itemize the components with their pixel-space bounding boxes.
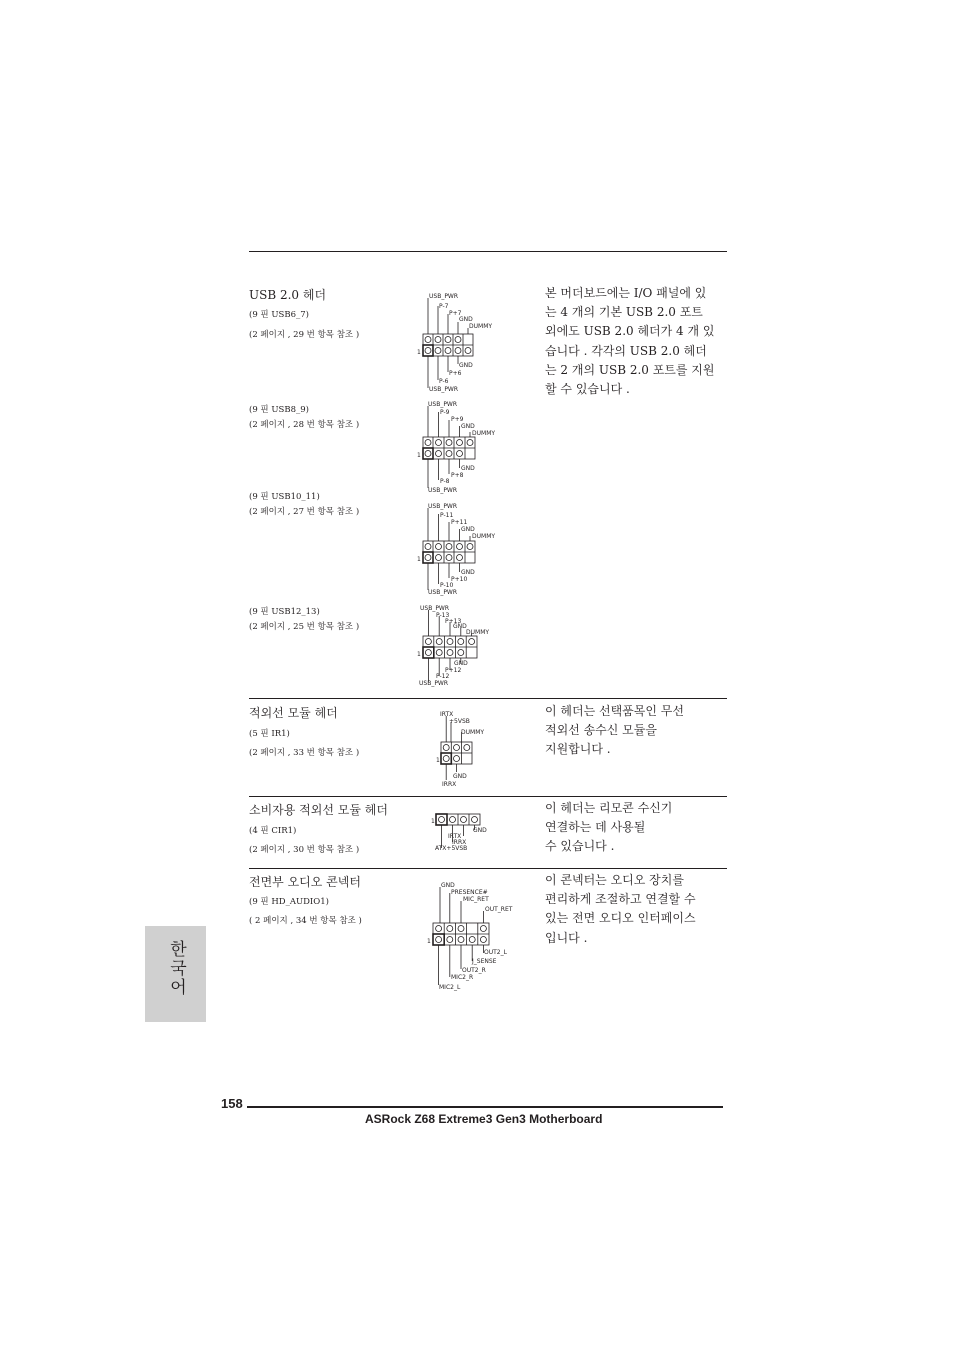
usb-header-2-pin: (9 핀 USB8_9) <box>249 405 309 415</box>
usb-header-4-pin: (9 핀 USB12_13) <box>249 607 320 617</box>
hd-audio1-label-out2-r: OUT2_R <box>462 967 486 974</box>
usb8-9-pinout-diagram <box>415 398 505 496</box>
audio-description-line: 있는 전면 오디오 인터페이스 <box>545 911 696 926</box>
section-divider <box>249 796 727 797</box>
ir-description <box>545 702 684 760</box>
usb12-13-pin1-marker: 1 <box>417 651 421 658</box>
audio-header-title: 전면부 오디오 콘넥터 <box>249 875 361 889</box>
usb-header-2-ref: (2 페이지 , 28 번 항목 참조 ) <box>249 420 360 430</box>
page-number: 158 <box>221 1096 243 1111</box>
audio-description-line: 입니다 . <box>545 930 588 945</box>
hd-audio1-label-out-ret: OUT_RET <box>485 906 513 913</box>
cir1-label-irtx: IRTX <box>448 833 462 840</box>
audio-description <box>545 871 696 948</box>
cir-description-line: 수 있습니다 . <box>545 839 615 854</box>
usb12-13-label-usb-pwr: USB_PWR <box>420 605 450 612</box>
ir1-pinout-diagram <box>435 708 505 790</box>
section-divider <box>249 698 727 699</box>
ir1-label-irtx: IRTX <box>440 711 454 718</box>
usb6-7-label-p+7: P+7 <box>449 310 462 317</box>
usb10-11-label-gnd: GND <box>461 526 475 533</box>
footer-title: ASRock Z68 Extreme3 Gen3 Motherboard <box>365 1112 603 1126</box>
top-rule <box>249 251 727 252</box>
cir1-pin1-marker: 1 <box>431 818 435 825</box>
usb-header-4-ref: (2 페이지 , 25 번 항목 참조 ) <box>249 622 360 632</box>
usb6-7-pin1-marker: 1 <box>417 349 421 356</box>
usb10-11-label-p+10: P+10 <box>451 576 468 583</box>
usb10-11-pinout-diagram <box>415 500 505 598</box>
usb8-9-label-dummy: DUMMY <box>472 430 496 437</box>
footer-rule <box>247 1106 723 1108</box>
ir1-label-5vsb: +5VSB <box>449 718 470 725</box>
usb12-13-pinout-diagram <box>415 602 505 690</box>
cir-header-pin: (4 핀 CIR1) <box>249 826 297 836</box>
ir-header-ref: (2 페이지 , 33 번 항목 참조 ) <box>249 748 360 758</box>
usb-header-3-pin: (9 핀 USB10_11) <box>249 492 320 502</box>
ir1-label-gnd: GND <box>453 773 467 780</box>
hd-audio1-label-j-sense: J_SENSE <box>472 958 497 965</box>
audio-description-line: 이 콘넥터는 오디오 장치를 <box>545 873 684 887</box>
cir-header-ref: (2 페이지 , 30 번 항목 참조 ) <box>249 845 360 855</box>
usb12-13-label-p+13: P+13 <box>445 618 462 625</box>
usb8-9-label-p-9: P-9 <box>440 409 450 416</box>
audio-header-ref: ( 2 페이지 , 34 번 항목 참조 ) <box>249 916 362 926</box>
usb10-11-label-dummy: DUMMY <box>472 533 496 540</box>
usb8-9-label-gnd: GND <box>461 423 475 430</box>
language-side-tab-label: 한국어 <box>166 940 186 997</box>
usb6-7-label-dummy: DUMMY <box>469 323 493 330</box>
usb8-9-label-p+9: P+9 <box>451 416 464 423</box>
usb-description-line: 본 머더보드에는 I/O 패널에 있 <box>545 286 707 300</box>
cir1-label-irrx: IRRX <box>452 839 467 846</box>
ir1-label-dummy: DUMMY <box>461 729 485 736</box>
usb10-11-label-gnd-bottom: GND <box>461 569 475 576</box>
usb-header-3-ref: (2 페이지 , 27 번 항목 참조 ) <box>249 507 360 517</box>
hd-audio1-pin1-marker: 1 <box>427 938 431 945</box>
usb-description-line: 할 수 있습니다 . <box>545 382 630 397</box>
hd-audio1-label-mic-ret: MIC_RET <box>463 896 489 903</box>
usb-description-line: 는 2 개의 USB 2.0 포트를 지원 <box>545 362 715 377</box>
usb6-7-label-gnd-bottom: GND <box>459 362 473 369</box>
hd-audio1-label-gnd: GND <box>441 882 455 889</box>
usb-description <box>545 284 715 399</box>
hd-audio1-label-mic2-l: MIC2_L <box>439 984 461 991</box>
usb6-7-label-usb-pwr-bottom: USB_PWR <box>429 386 459 393</box>
usb12-13-label-p-12: P-12 <box>436 673 450 680</box>
usb8-9-label-usb-pwr: USB_PWR <box>428 401 458 408</box>
usb8-9-label-gnd-bottom: GND <box>461 465 475 472</box>
usb8-9-label-usb-pwr-bottom: USB_PWR <box>428 487 458 494</box>
ir-header-pin: (5 핀 IR1) <box>249 729 290 739</box>
usb8-9-label-p-8: P-8 <box>440 478 450 485</box>
usb12-13-label-gnd-bottom: GND <box>454 660 468 667</box>
cir-description-line: 연결하는 데 사용될 <box>545 820 646 835</box>
ir1-label-irrx: IRRX <box>442 781 457 788</box>
audio-description-line: 편리하게 조절하고 연결할 수 <box>545 892 696 907</box>
ir-description-line: 지원합니다 . <box>545 742 611 757</box>
cir-header-title: 소비자용 적외선 모듈 헤더 <box>249 803 388 817</box>
cir1-label-gnd: GND <box>473 827 487 834</box>
usb10-11-pin1-marker: 1 <box>417 556 421 563</box>
usb12-13-label-gnd: GND <box>453 623 467 630</box>
usb-description-line: 는 4 개의 기본 USB 2.0 포트 <box>545 305 703 320</box>
hd-audio1-label-mic2-r: MIC2_R <box>451 974 474 981</box>
ir-description-line: 적외선 송수신 모듈을 <box>545 723 657 738</box>
usb6-7-pinout-diagram <box>415 290 505 395</box>
usb12-13-label-p+12: P+12 <box>445 667 462 674</box>
usb6-7-label-p-7: P-7 <box>439 303 449 310</box>
hd-audio1-pinout-diagram <box>425 877 525 992</box>
usb12-13-label-dummy: DUMMY <box>466 629 490 636</box>
usb6-7-label-p-6: P-6 <box>439 378 449 385</box>
usb12-13-label-p-13: P-13 <box>436 612 450 619</box>
section-divider <box>249 868 727 869</box>
usb6-7-label-p+6: P+6 <box>449 370 462 377</box>
audio-header-pin: (9 핀 HD_AUDIO1) <box>249 897 329 907</box>
usb-header-1-ref: (2 페이지 , 29 번 항목 참조 ) <box>249 330 360 340</box>
hd-audio1-label-presence: PRESENCE# <box>451 889 488 896</box>
usb-header-1-pin: (9 핀 USB6_7) <box>249 310 309 320</box>
cir-description <box>545 799 672 857</box>
usb10-11-label-p-10: P-10 <box>440 582 454 589</box>
cir1-label-atx5vsb: ATX+5VSB <box>435 845 468 852</box>
ir-header-title: 적외선 모듈 헤더 <box>249 706 338 720</box>
usb10-11-label-usb-pwr: USB_PWR <box>428 503 458 510</box>
usb10-11-label-usb-pwr-bottom: USB_PWR <box>428 589 458 596</box>
usb10-11-label-p+11: P+11 <box>451 519 468 526</box>
language-side-tab <box>145 926 206 1022</box>
usb12-13-label-usb-pwr-bottom: USB_PWR <box>419 680 449 687</box>
ir-description-line: 이 헤더는 선택품목인 무선 <box>545 704 684 718</box>
usb6-7-label-gnd: GND <box>459 316 473 323</box>
usb8-9-label-p+8: P+8 <box>451 472 464 479</box>
ir1-pin1-marker: 1 <box>436 757 440 764</box>
usb-description-line: 외에도 USB 2.0 헤더가 4 개 있 <box>545 324 715 339</box>
usb6-7-label-usb-pwr: USB_PWR <box>429 293 459 300</box>
cir1-pinout-diagram <box>430 810 500 854</box>
hd-audio1-label-out2-l: OUT2_L <box>484 949 507 956</box>
usb10-11-label-p-11: P-11 <box>440 512 454 519</box>
usb8-9-pin1-marker: 1 <box>417 452 421 459</box>
usb-header-title: USB 2.0 헤더 <box>249 288 327 302</box>
cir-description-line: 이 헤더는 리모콘 수신기 <box>545 801 673 815</box>
usb-description-line: 습니다 . 각각의 USB 2.0 헤더 <box>545 343 707 358</box>
